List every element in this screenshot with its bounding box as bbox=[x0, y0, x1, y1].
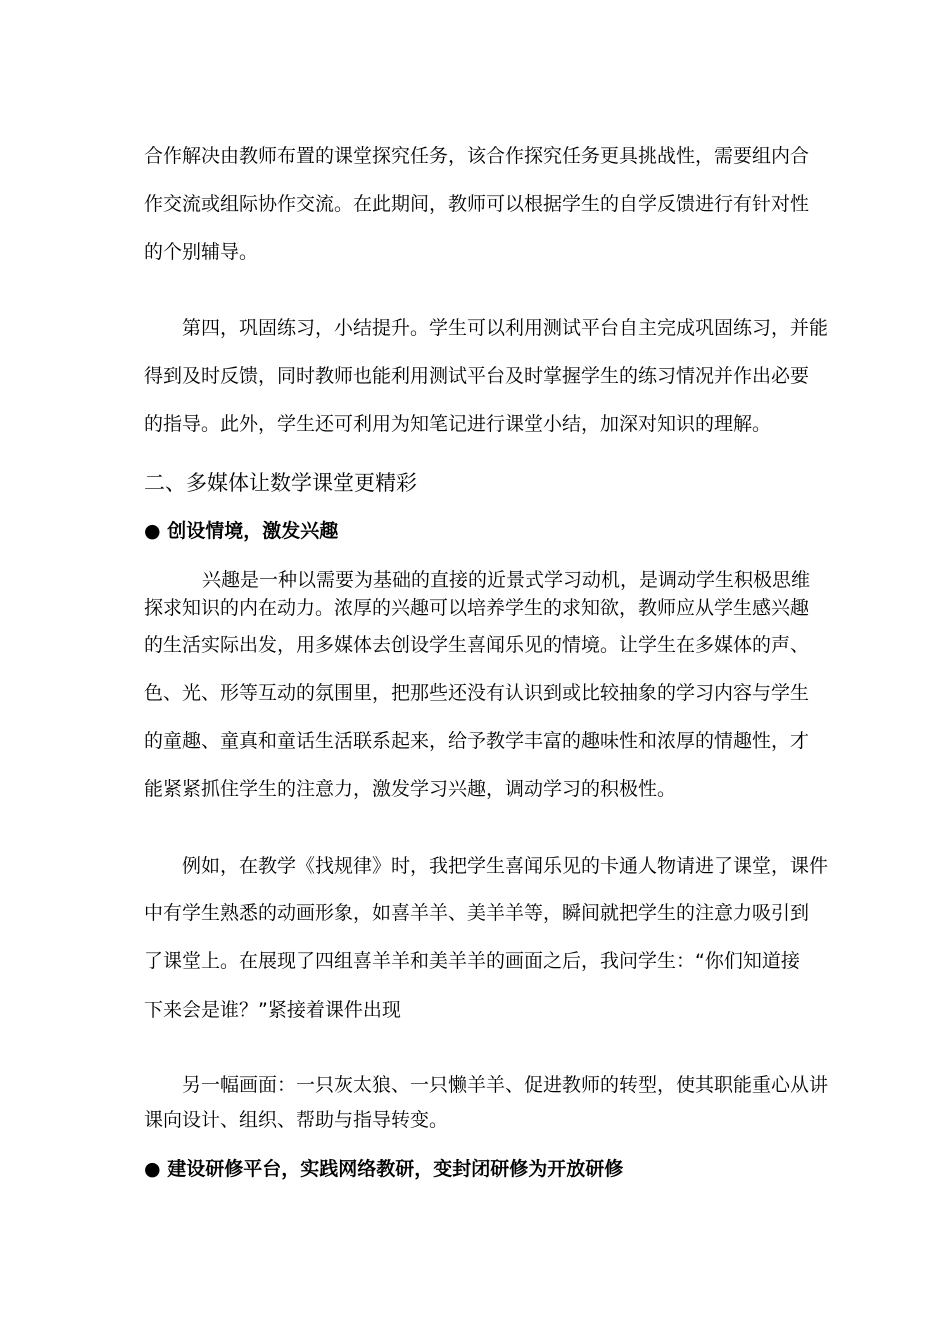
paragraph-line: 合作解决由教师布置的课堂探究任务，该合作探究任务更具挑战性，需要组内合 bbox=[144, 145, 810, 167]
paragraph-text-sans: 另一幅画面：一只灰太狼、一只懒羊羊、 bbox=[182, 1074, 525, 1096]
paragraph-line: 例如，在教学《找规律》时，我把学生喜闻乐见的卡通人物请进了课堂，课件 bbox=[182, 855, 829, 877]
paragraph-line: 色、光、形等互动的氛围里，把那些还没有认识到或比较抽象的学习内容与学生 bbox=[144, 682, 810, 704]
paragraph-text-sans: 媒体的声、 bbox=[714, 634, 810, 656]
bullet-heading: ● 建设研修平台，实践网络教研，变封闭研修为开放研修 bbox=[144, 1158, 624, 1180]
bullet-heading: ● 创设情境，激发兴趣 bbox=[144, 520, 339, 542]
paragraph-line: 的指导。此外，学生还可利用为知笔记进行课堂小结，加深对知识的理解。 bbox=[144, 413, 772, 435]
paragraph-line: 课向设计、组织、帮助与指导转变。 bbox=[144, 1110, 449, 1131]
paragraph-line: 兴趣是一种以需要为基础的直接的近景式学习动机，是调动学生积极思维 bbox=[202, 570, 811, 591]
paragraph-line: 的个别辅导。 bbox=[144, 241, 259, 263]
paragraph-line: 中有学生熟悉的动画形象，如喜羊羊、美羊羊等，瞬间就把学生的注意力吸引到 bbox=[144, 902, 810, 924]
paragraph-line: 作交流或组际协作交流。在此期间，教师可以根据学生的自学反馈进行有针对性 bbox=[144, 193, 810, 215]
paragraph-line: 下来会是谁？”紧接着课件出现 bbox=[144, 999, 401, 1021]
paragraph-text-serif: 的生活实际出发，用多媒体去创设学生喜闻乐见的情境。让学生在多 bbox=[144, 635, 715, 656]
paragraph-line: 第四，巩固练习，小结提升。学生可以利用测试平台自主完成巩固练习，并能 bbox=[182, 317, 829, 339]
paragraph-text-serif: 促进教师的转型，使其职能重心从讲 bbox=[524, 1075, 829, 1096]
paragraph-line: 能紧紧抓住学生的注意力，激发学习兴趣，调动学习的积极性。 bbox=[144, 778, 677, 800]
paragraph-line bbox=[182, 1070, 828, 1097]
paragraph-line: 了课堂上。在展现了四组喜羊羊和美羊羊的画面之后，我问学生：“你们知道接 bbox=[144, 950, 800, 972]
section-heading: 二、多媒体让数学课堂更精彩 bbox=[144, 471, 417, 495]
paragraph-line: 的童趣、童真和童话生活联系起来，给予教学丰富的趣味性和浓厚的情趣性，才 bbox=[144, 730, 810, 752]
paragraph-line: 探求知识的内在动力。浓厚的兴趣可以培养学生的求知欲，教师应从学生感兴趣 bbox=[144, 598, 810, 619]
paragraph-line: 得到及时反馈，同时教师也能利用测试平台及时掌握学生的练习情况并作出必要 bbox=[144, 365, 810, 387]
paragraph-line bbox=[144, 630, 809, 657]
